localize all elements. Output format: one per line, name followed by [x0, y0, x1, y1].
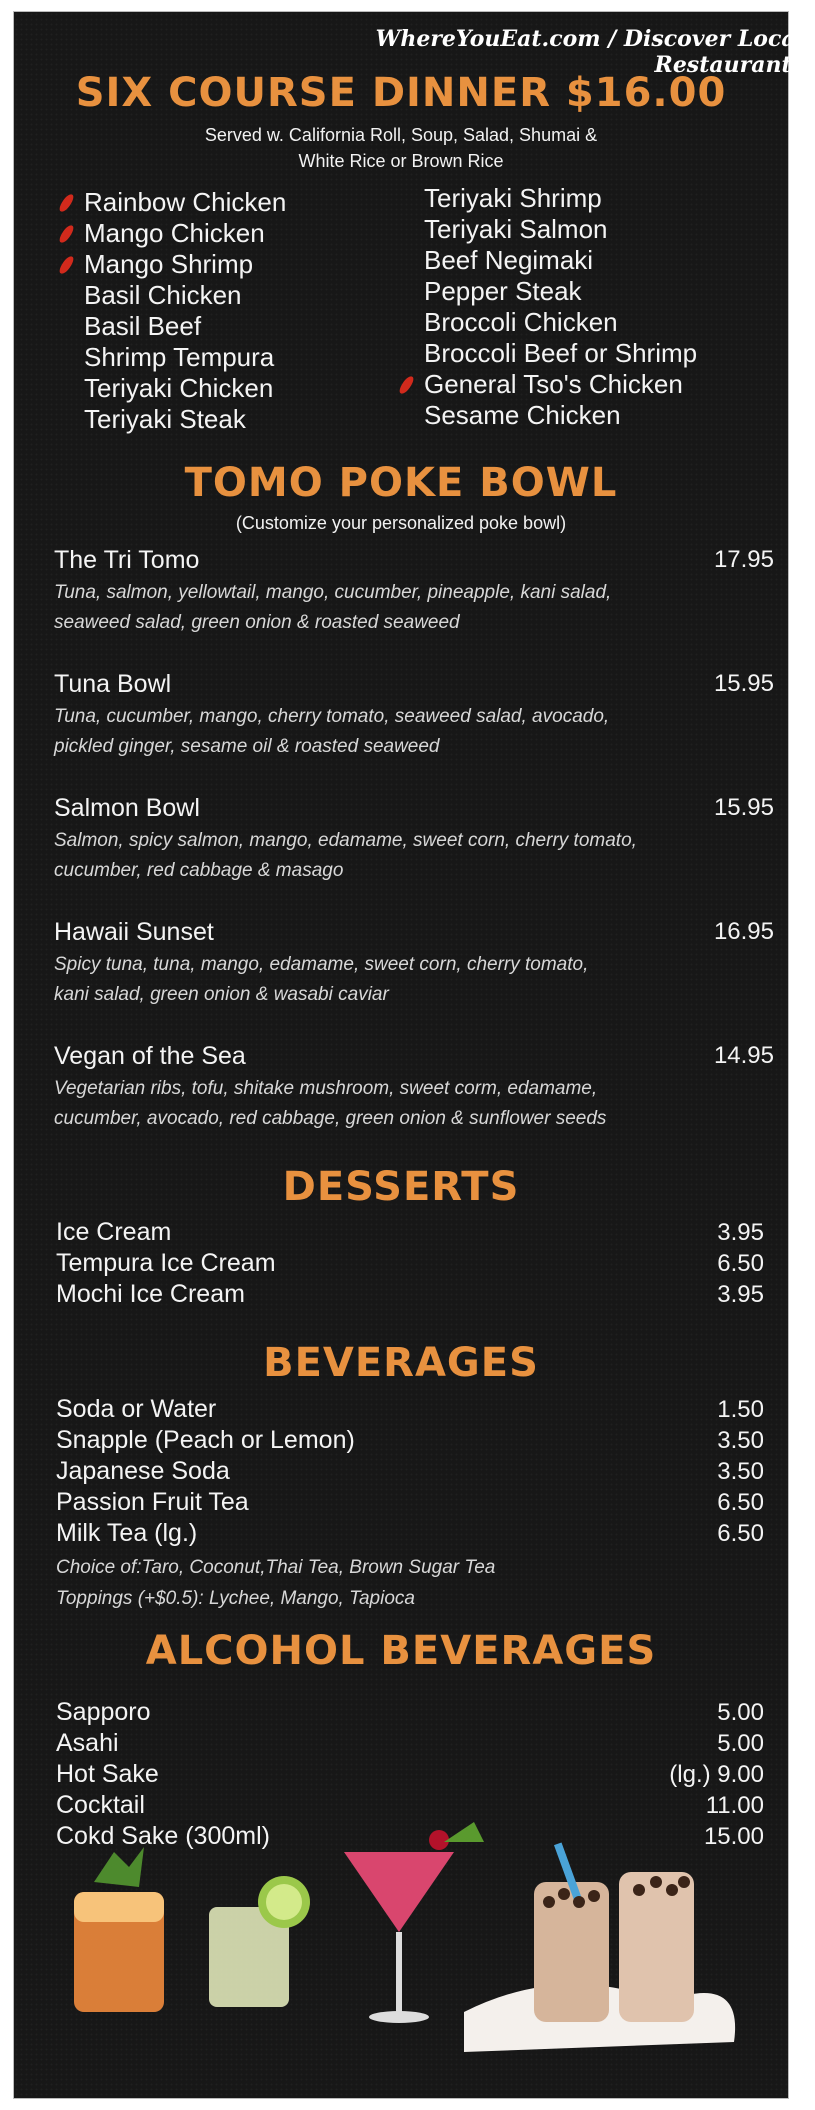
- list-item: Beef Negimaki: [424, 245, 594, 275]
- poke-item-name: Hawaii Sunset: [54, 918, 214, 946]
- watermark: WhereYouEat.com / Discover Local Restaurants: [375, 26, 804, 78]
- list-item: Teriyaki Steak: [84, 404, 246, 434]
- desserts-title: DESSERTS: [282, 1164, 520, 1210]
- desserts-list: [56, 1217, 764, 1310]
- poke-item-desc: Tuna, cucumber, mango, cherry tomato, seaweed salad, avocado,: [54, 706, 610, 727]
- poke-item-desc: seaweed salad, green onion & roasted seaweed: [54, 612, 460, 633]
- milk-tea-toppings-note: Toppings (+$0.5): Lychee, Mango, Tapioca: [56, 1588, 415, 1609]
- bubble-tea-image: [464, 1842, 735, 2052]
- list-item: Mango Chicken: [84, 218, 286, 249]
- orange-cocktail-image: [74, 1847, 164, 2012]
- poke-item: [54, 546, 774, 638]
- list-item: Pepper Steak: [424, 276, 582, 306]
- poke-item-desc: cucumber, avocado, red cabbage, green onion & sunflower seeds: [54, 1108, 607, 1129]
- poke-item-desc: Vegetarian ribs, tofu, shitake mushroom, sweet corm, edamame,: [54, 1078, 598, 1099]
- list-item: Broccoli Chicken: [424, 307, 618, 337]
- list-item: Mango Shrimp: [84, 249, 286, 280]
- list-item: Broccoli Beef or Shrimp: [424, 338, 698, 368]
- list-item: Asahi 5.00: [56, 1729, 764, 1757]
- list-item: Cocktail 11.00: [56, 1791, 764, 1819]
- six-course-left-column: [84, 187, 286, 435]
- list-item: Mochi Ice Cream 3.95: [56, 1280, 764, 1308]
- chili-pepper-icon: [58, 254, 75, 276]
- drinks-illustration: [44, 1812, 764, 2072]
- chili-pepper-icon: [58, 223, 75, 245]
- milk-tea-choice-note: Choice of:Taro, Coconut,Thai Tea, Brown Sugar Tea: [56, 1557, 496, 1578]
- lime-drink-image: [209, 1876, 310, 2007]
- alcohol-title: ALCOHOL BEVERAGES: [145, 1628, 657, 1674]
- beverages-list: [56, 1394, 764, 1549]
- poke-item-desc: kani salad, green onion & wasabi caviar: [54, 984, 389, 1005]
- list-item: Ice Cream 3.95: [56, 1218, 764, 1246]
- list-item: Japanese Soda 3.50: [56, 1457, 764, 1485]
- poke-item-desc: Spicy tuna, tuna, mango, edamame, sweet corn, cherry tomato,: [54, 954, 589, 975]
- poke-item-desc: pickled ginger, sesame oil & roasted seaweed: [54, 736, 440, 757]
- poke-item-price: 15.95: [713, 670, 774, 697]
- six-course-right-column: [424, 183, 697, 431]
- chili-pepper-icon: [398, 374, 415, 396]
- poke-item-price: 17.95: [713, 546, 774, 573]
- poke-item-name: Vegan of the Sea: [54, 1042, 246, 1070]
- poke-item-price: 14.95: [713, 1042, 774, 1069]
- poke-subtitle: (Customize your personalized poke bowl): [235, 513, 567, 533]
- list-item: Hot Sake (lg.) 9.00: [56, 1760, 764, 1788]
- list-item: Rainbow Chicken: [84, 187, 286, 218]
- poke-item-name: Salmon Bowl: [54, 794, 200, 822]
- poke-item-name: The Tri Tomo: [54, 546, 200, 574]
- list-item: Cokd Sake (300ml) 15.00: [56, 1822, 764, 1850]
- list-item: Tempura Ice Cream 6.50: [56, 1249, 764, 1277]
- poke-item: [54, 918, 774, 1010]
- martini-glass-image: [344, 1822, 484, 2023]
- poke-item: [54, 794, 774, 886]
- list-item: Soda or Water 1.50: [56, 1395, 764, 1423]
- poke-item-desc: cucumber, red cabbage & masago: [54, 860, 344, 881]
- list-item: Teriyaki Shrimp: [424, 183, 602, 213]
- menu-panel: [14, 12, 804, 2098]
- list-item: Milk Tea (lg.) 6.50: [56, 1519, 764, 1547]
- six-course-subtitle-1: Served w. California Roll, Soup, Salad, Shumai &: [204, 125, 598, 145]
- poke-title: TOMO POKE BOWL: [184, 460, 618, 506]
- list-item: Basil Beef: [84, 311, 202, 341]
- poke-item: [54, 670, 774, 762]
- list-item: Shrimp Tempura: [84, 342, 275, 372]
- poke-item-price: 15.95: [713, 794, 774, 821]
- list-item: Teriyaki Salmon: [424, 214, 608, 244]
- poke-item: [54, 1042, 774, 1134]
- poke-item-price: 16.95: [713, 918, 774, 945]
- six-course-title: SIX COURSE DINNER $16.00: [75, 70, 727, 116]
- list-item: Passion Fruit Tea 6.50: [56, 1488, 764, 1516]
- list-item: General Tso's Chicken: [424, 369, 697, 400]
- poke-item-desc: Salmon, spicy salmon, mango, edamame, sweet corn, cherry tomato,: [54, 830, 637, 851]
- beverages-title: BEVERAGES: [263, 1340, 539, 1386]
- poke-item-desc: Tuna, salmon, yellowtail, mango, cucumber, pineapple, kani salad,: [54, 582, 612, 603]
- list-item: Snapple (Peach or Lemon) 3.50: [56, 1426, 764, 1454]
- six-course-subtitle-2: White Rice or Brown Rice: [298, 151, 504, 171]
- list-item: Basil Chicken: [84, 280, 242, 310]
- poke-item-name: Tuna Bowl: [54, 670, 172, 698]
- list-item: Teriyaki Chicken: [84, 373, 274, 403]
- list-item: Sesame Chicken: [424, 400, 621, 430]
- list-item: Sapporo 5.00: [56, 1698, 764, 1726]
- chili-pepper-icon: [58, 192, 75, 214]
